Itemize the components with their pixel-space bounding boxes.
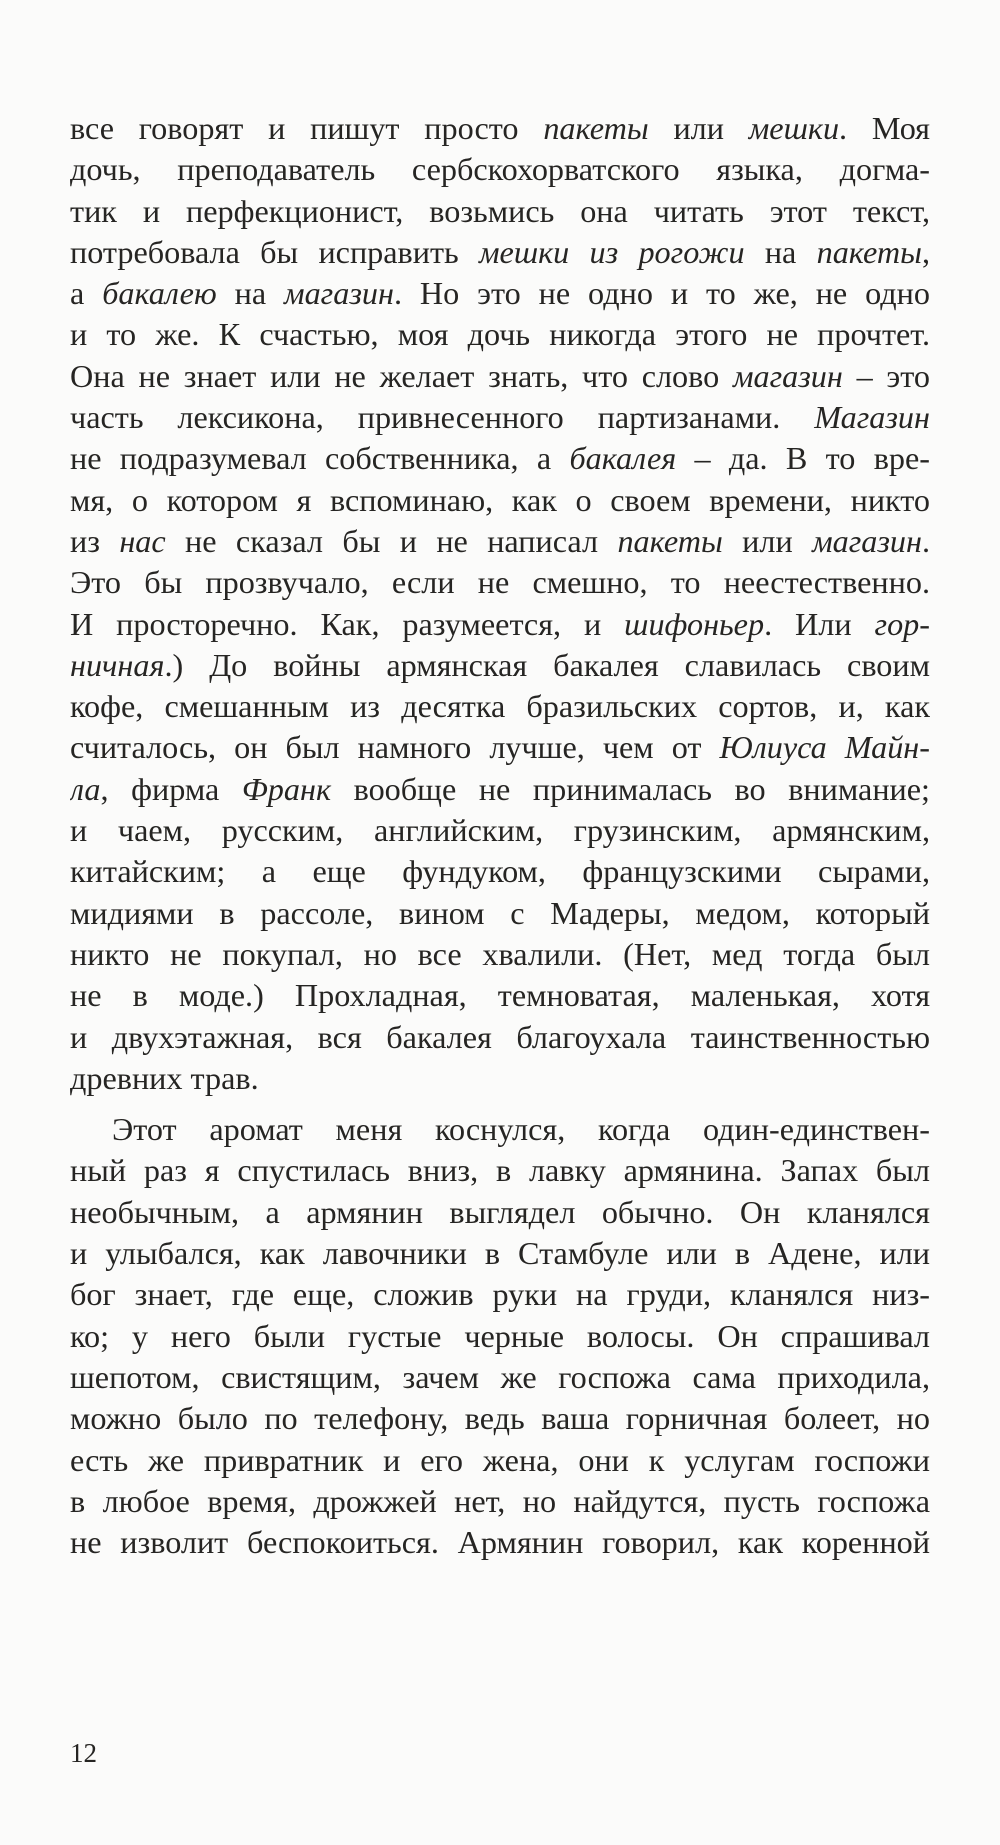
text-line [70,1233,930,1274]
text-segment: . Но это не одно и то же, не одно [393,275,930,312]
text-segment: никто не покупал, но все хвалили. (Нет, мед тогда был [70,935,930,972]
italic-text: бакалея [569,440,677,477]
text-segment: Она не знает или не желает знать, что слово [70,357,733,394]
text-line [70,356,930,397]
text-segment: . Или [764,605,875,642]
text-line [70,1440,930,1481]
text-segment: все говорят и пишут просто [70,110,544,146]
text-segment: не в моде.) Прохладная, темноватая, маленькая, хотя [70,977,930,1014]
text-segment: . [921,522,930,559]
text-segment: Это бы прозвучало, если не смешно, то неестественно. [70,564,930,601]
text-line [70,480,930,521]
italic-text: гор- [874,605,930,642]
italic-text: Магазин [814,399,930,436]
text-line [70,934,930,975]
italic-text: Юлиуса Майн- [719,729,930,766]
italic-text: пакеты [543,110,649,146]
text-line [70,1017,930,1058]
page-number: 12 [70,1738,97,1768]
text-segment: – да. В то вре- [676,440,930,477]
italic-text: мешки из рогожи [479,233,745,270]
text-line [70,1274,930,1315]
text-segment: и чаем, русским, английским, грузинским, армянским, [70,812,930,849]
text-line [70,604,930,645]
italic-text: мешки [748,110,840,146]
text-line [70,1150,930,1191]
text-segment: не сказал бы и не написал [165,522,618,559]
text-segment: в любое время, дрожжей нет, но найдутся, пусть госпожа [70,1482,930,1519]
text-line [70,769,930,810]
text-segment: не подразумевал собственника, а [70,440,570,477]
text-line [70,810,930,851]
text-segment: и двухэтажная, вся бакалея благоухала таинственностью [70,1018,930,1055]
text-segment: дочь, преподаватель сербскохорватского языка, догма- [70,151,930,188]
italic-text: ла [70,770,101,807]
text-line [70,645,930,686]
text-line [70,1522,930,1563]
text-segment: мидиями в рассоле, вином с Мадеры, медом, который [70,894,930,931]
text-line [70,686,930,727]
text-segment: И просторечно. Как, разумеется, и [70,605,625,642]
text-segment: не изволит беспокоиться. Армянин говорил, как коренной [70,1524,930,1561]
text-segment: – это [842,357,930,394]
text-segment: на [216,275,285,312]
text-segment: ко; у него были густые черные волосы. Он спрашивал [70,1317,930,1354]
text-segment: или [722,522,813,559]
text-line [70,273,930,314]
text-segment: и улыбался, как лавочники в Стамбуле или в Адене, или [70,1235,930,1272]
text-line [70,851,930,892]
text-segment: , фирма [100,770,242,807]
text-segment: древних трав. [70,1059,259,1096]
text-segment: можно было по телефону, ведь ваша горничная болеет, но [70,1400,930,1437]
italic-text: магазин [284,275,394,312]
italic-text: нас [119,522,166,559]
italic-text: ничная [70,646,165,683]
text-line [70,1481,930,1522]
text-segment: и то же. К счастью, моя дочь никогда этого не прочтет. [70,316,930,353]
italic-text: пакеты [617,522,723,559]
text-segment: необычным, а армянин выглядел обычно. Он кланялся [70,1193,930,1230]
text-line [70,727,930,768]
text-line [70,397,930,438]
text-segment: . Моя [839,110,930,146]
text-segment: вообще не принималась во внимание; [331,770,930,807]
text-segment: на [744,233,817,270]
paragraph [70,108,930,1099]
text-line [70,893,930,934]
text-line [70,562,930,603]
paragraph [70,1109,930,1563]
text-segment: бог знает, где еще, сложив руки на груди, кланялся низ- [70,1276,930,1313]
text-segment: кофе, смешанным из десятка бразильских сортов, и, как [70,688,930,725]
text-line [70,438,930,479]
italic-text: пакеты [816,233,922,270]
text-line [70,149,930,190]
text-segment: Этот аромат меня коснулся, когда один-единствен- [112,1111,930,1148]
text-line [70,1109,930,1150]
text-segment: потребовала бы исправить [70,233,479,270]
italic-text: шифоньер [624,605,765,642]
body-text [70,108,930,1563]
text-line [70,521,930,562]
text-segment: считалось, он был намного лучше, чем от [70,729,720,766]
text-line [70,314,930,355]
text-segment: шепотом, свистящим, зачем же госпожа сама приходила, [70,1358,930,1395]
text-segment: мя, о котором я вспоминаю, как о своем времени, никто [70,481,930,518]
italic-text: бакалею [102,275,217,312]
text-line [70,232,930,273]
text-segment: или [648,110,749,146]
text-line [70,191,930,232]
text-segment: из [70,522,120,559]
text-line [70,108,930,149]
text-segment: а [70,275,103,312]
text-segment: , [921,233,930,270]
text-segment: часть лексикона, привнесенного партизанами. [70,399,815,436]
text-segment: тик и перфекционист, возьмись она читать этот текст, [70,192,930,229]
text-line [70,1398,930,1439]
text-segment: есть же привратник и его жена, они к услугам госпожи [70,1441,930,1478]
text-line [70,1058,930,1099]
text-segment: китайским; а еще фундуком, французскими сырами, [70,853,930,890]
italic-text: магазин [812,522,922,559]
paragraph-gap [70,1099,930,1109]
text-line [70,1192,930,1233]
text-line [70,1357,930,1398]
text-segment: .) До войны армянская бакалея славилась своим [164,646,930,683]
text-segment: ный раз я спустилась вниз, в лавку армянина. Запах был [70,1152,930,1189]
italic-text: магазин [732,357,843,394]
text-line [70,1316,930,1357]
italic-text: Франк [241,770,332,807]
text-line [70,975,930,1016]
